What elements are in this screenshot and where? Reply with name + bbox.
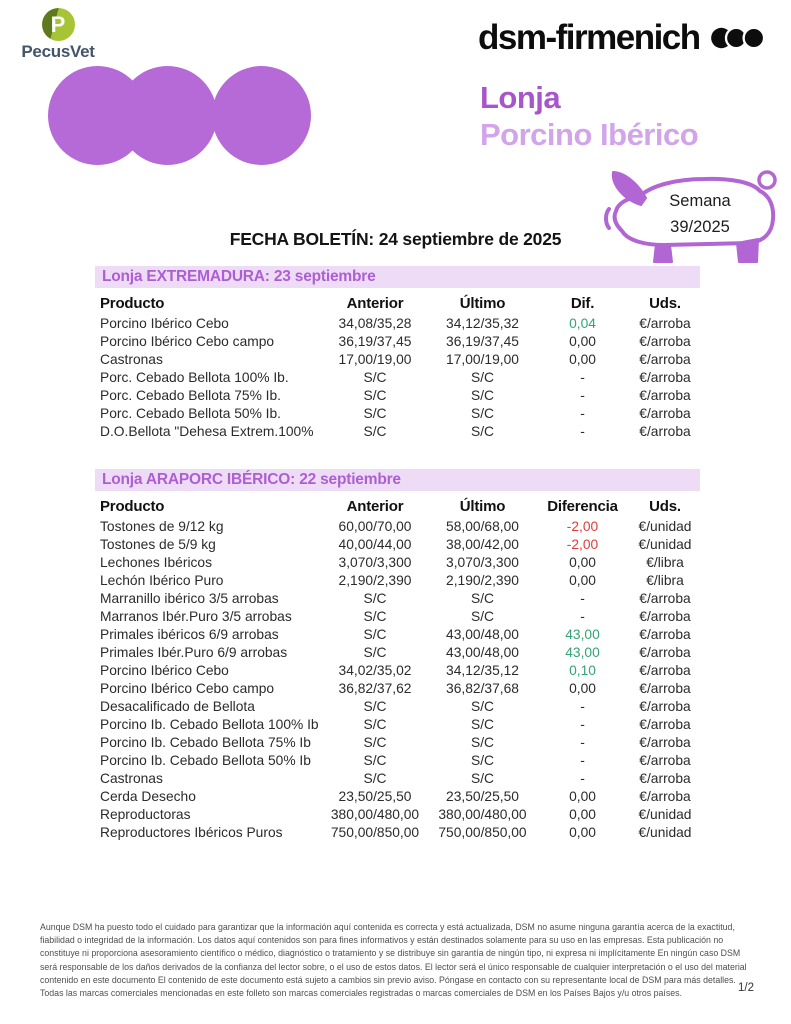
price-table — [95, 292, 700, 441]
cell-ultimo: S/C — [471, 735, 494, 750]
cell-dif: - — [580, 424, 585, 439]
cell-dif: 0,00 — [569, 807, 596, 822]
purple-circle-icon — [118, 66, 217, 165]
cell-ultimo: 380,00/480,00 — [438, 807, 527, 822]
cell-anterior: S/C — [363, 627, 387, 642]
cell-producto: Porcino Ib. Cebado Bellota 50% Ib — [100, 753, 311, 768]
cell-uds: €/arroba — [639, 352, 691, 367]
cell-ultimo: S/C — [471, 717, 494, 732]
cell-dif: - — [580, 591, 585, 606]
cell-ultimo: 34,12/35,12 — [446, 663, 519, 678]
week-label: Semana — [669, 192, 731, 210]
pecusvet-logo — [10, 8, 106, 62]
cell-dif: -2,00 — [566, 519, 599, 534]
cell-anterior: 60,00/70,00 — [338, 519, 412, 534]
cell-uds: €/arroba — [639, 771, 691, 786]
cell-producto: Porcino Ib. Cebado Bellota 100% Ib — [100, 717, 319, 732]
cell-producto: Porcino Ibérico Cebo — [100, 663, 229, 678]
cell-ultimo: S/C — [471, 591, 494, 606]
column-header: Último — [459, 295, 506, 312]
cell-ultimo: 2,190/2,390 — [446, 573, 519, 588]
cell-uds: €/unidad — [638, 807, 692, 822]
cell-dif: - — [580, 735, 585, 750]
cell-anterior: S/C — [363, 406, 387, 421]
cell-dif: - — [580, 717, 585, 732]
page-title-lonja: Lonja — [480, 80, 561, 115]
cell-ultimo: S/C — [471, 753, 494, 768]
cell-producto: Tostones de 9/12 kg — [100, 519, 224, 534]
cell-producto: Porcino Ibérico Cebo campo — [100, 681, 275, 696]
cell-uds: €/unidad — [638, 537, 692, 552]
cell-anterior: S/C — [363, 591, 387, 606]
cell-dif: - — [580, 771, 585, 786]
cell-anterior: 2,190/2,390 — [338, 573, 412, 588]
cell-uds: €/arroba — [639, 316, 691, 331]
cell-dif: 0,00 — [569, 789, 596, 804]
cell-dif: 0,00 — [569, 573, 596, 588]
section-title: Lonja EXTREMADURA: 23 septiembre — [95, 266, 700, 288]
cell-ultimo: 17,00/19,00 — [446, 352, 519, 367]
cell-uds: €/unidad — [638, 519, 692, 534]
cell-dif: 0,00 — [569, 681, 596, 696]
cell-dif: 0,04 — [569, 316, 596, 331]
cell-producto: Reproductoras — [100, 807, 191, 822]
cell-ultimo: S/C — [471, 388, 494, 403]
pecusvet-p-icon: P — [42, 8, 75, 41]
cell-anterior: 23,50/25,50 — [338, 789, 412, 804]
cell-uds: €/arroba — [639, 681, 691, 696]
cell-uds: €/arroba — [639, 388, 691, 403]
cell-ultimo: 43,00/48,00 — [446, 627, 519, 642]
column-header: Diferencia — [547, 498, 618, 515]
cell-producto: Lechón Ibérico Puro — [100, 573, 224, 588]
cell-producto: Marranillo ibérico 3/5 arrobas — [100, 591, 279, 606]
cell-uds: €/arroba — [639, 424, 691, 439]
cell-anterior: S/C — [363, 753, 387, 768]
cell-anterior: S/C — [363, 609, 387, 624]
cell-anterior: S/C — [363, 370, 387, 385]
pecusvet-logo-text: PecusVet — [21, 42, 95, 61]
cell-producto: Porcino Ib. Cebado Bellota 75% Ib — [100, 735, 311, 750]
cell-dif: - — [580, 699, 585, 714]
cell-uds: €/arroba — [639, 627, 691, 642]
pig-week-stamp — [600, 165, 790, 265]
cell-ultimo: 36,82/37,68 — [446, 681, 519, 696]
cell-uds: €/arroba — [639, 663, 691, 678]
cell-uds: €/arroba — [639, 699, 691, 714]
dsm-firmenich-wordmark: dsm-firmenich — [478, 18, 700, 57]
cell-ultimo: 3,070/3,300 — [446, 555, 519, 570]
dsm-three-dots-icon — [709, 25, 769, 51]
purple-circle-icon — [212, 66, 311, 165]
page-number: 1/2 — [738, 982, 754, 994]
cell-producto: Porcino Ibérico Cebo — [100, 316, 229, 331]
cell-dif: 43,00 — [565, 627, 600, 642]
cell-producto: Primales ibéricos 6/9 arrobas — [100, 627, 279, 642]
cell-uds: €/arroba — [639, 609, 691, 624]
cell-dif: 0,10 — [569, 663, 596, 678]
cell-dif: 0,00 — [569, 825, 596, 840]
cell-anterior: S/C — [363, 771, 387, 786]
cell-uds: €/arroba — [639, 645, 691, 660]
cell-producto: Castronas — [100, 352, 163, 367]
cell-anterior: 36,82/37,62 — [338, 681, 412, 696]
cell-anterior: S/C — [363, 388, 387, 403]
cell-anterior: S/C — [363, 699, 387, 714]
table-araporc-iberico — [95, 469, 700, 842]
column-header: Último — [459, 498, 506, 515]
cell-anterior: 3,070/3,300 — [338, 555, 412, 570]
cell-ultimo: S/C — [471, 406, 494, 421]
cell-dif: 0,00 — [569, 334, 596, 349]
cell-ultimo: S/C — [471, 699, 494, 714]
cell-producto: Marranos Ibér.Puro 3/5 arrobas — [100, 609, 292, 624]
cell-anterior: S/C — [363, 424, 387, 439]
cell-uds: €/arroba — [639, 406, 691, 421]
cell-dif: 0,00 — [569, 352, 596, 367]
cell-ultimo: S/C — [471, 771, 494, 786]
cell-producto: Porcino Ibérico Cebo campo — [100, 334, 275, 349]
column-header: Anterior — [346, 498, 404, 515]
cell-dif: - — [580, 406, 585, 421]
cell-ultimo: S/C — [471, 609, 494, 624]
column-header: Producto — [100, 295, 165, 312]
cell-dif: - — [580, 370, 585, 385]
bulletin-date: FECHA BOLETÍN: 24 septiembre de 2025 — [229, 229, 562, 249]
cell-uds: €/arroba — [639, 717, 691, 732]
cell-ultimo: 38,00/42,00 — [446, 537, 519, 552]
cell-producto: D.O.Bellota "Dehesa Extrem.100% — [100, 424, 314, 439]
cell-dif: 0,00 — [569, 555, 596, 570]
cell-anterior: S/C — [363, 717, 387, 732]
cell-dif: - — [580, 609, 585, 624]
cell-uds: €/arroba — [639, 334, 691, 349]
cell-uds: €/arroba — [639, 735, 691, 750]
cell-ultimo: 43,00/48,00 — [446, 645, 519, 660]
legal-disclaimer: Aunque DSM ha puesto todo el cuidado para garantizar que la información aquí contenida es correcta y está actualizada, DSM no asume ninguna garantía acerca de la exactitud, fiabilidad o integridad de la información. Los datos aquí contenidos son para fines informativos y están destinados solamente para su uso en las empresas. Esta publicación no constituye ni proporciona asesoramiento científico o médico, diagnóstico o tratamiento y se distribuye sin garantía de ningún tipo, ni expresa ni implícitamente En ningún caso DSM será responsable de los daños derivados de la confianza del lector sobre, o el uso de estos datos. El lector será el único responsable de cualquier interpretación o el uso del material contenido en este documento El contenido de este documento está sujeto a cambios sin previo aviso. Póngase en contacto con su representante local de DSM para más detalles. Todas las marcas comerciales mencionadas en este folleto son marcas comerciales registradas o marcas comerciales de DSM en los Países Bajos y/u otros países. — [40, 922, 747, 998]
cell-uds: €/unidad — [638, 825, 692, 840]
cell-ultimo: 36,19/37,45 — [446, 334, 519, 349]
cell-uds: €/arroba — [639, 591, 691, 606]
cell-dif: 43,00 — [565, 645, 600, 660]
column-header: Uds. — [649, 295, 681, 312]
cell-producto: Porc. Cebado Bellota 100% Ib. — [100, 370, 289, 385]
cell-producto: Desacalificado de Bellota — [100, 699, 255, 714]
cell-dif: -2,00 — [566, 537, 599, 552]
column-header: Producto — [100, 498, 165, 515]
cell-producto: Porc. Cebado Bellota 75% Ib. — [100, 388, 282, 403]
cell-anterior: 34,02/35,02 — [338, 663, 412, 678]
cell-anterior: 750,00/850,00 — [330, 825, 420, 840]
cell-uds: €/arroba — [639, 370, 691, 385]
cell-producto: Cerda Desecho — [100, 789, 196, 804]
cell-producto: Reproductores Ibéricos Puros — [100, 825, 283, 840]
page-subtitle-porcino-iberico: Porcino Ibérico — [480, 117, 699, 152]
dsm-firmenich-logo — [478, 18, 769, 58]
cell-producto: Porc. Cebado Bellota 50% Ib. — [100, 406, 282, 421]
cell-anterior: 40,00/44,00 — [338, 537, 412, 552]
cell-producto: Lechones Ibéricos — [100, 555, 212, 570]
cell-uds: €/arroba — [639, 753, 691, 768]
cell-producto: Primales Ibér.Puro 6/9 arrobas — [100, 645, 288, 660]
cell-anterior: S/C — [363, 735, 387, 750]
cell-ultimo: 58,00/68,00 — [446, 519, 519, 534]
cell-anterior: 17,00/19,00 — [338, 352, 412, 367]
cell-uds: €/libra — [646, 555, 684, 570]
table-extremadura — [95, 266, 700, 441]
cell-anterior: 36,19/37,45 — [338, 334, 412, 349]
column-header: Uds. — [649, 498, 681, 515]
price-table — [95, 495, 700, 842]
column-header: Anterior — [346, 295, 404, 312]
cell-dif: - — [580, 388, 585, 403]
cell-producto: Tostones de 5/9 kg — [100, 537, 216, 552]
section-title: Lonja ARAPORC IBÉRICO: 22 septiembre — [95, 469, 700, 491]
week-number: 39/2025 — [670, 217, 730, 236]
cell-producto: Castronas — [100, 771, 163, 786]
cell-uds: €/libra — [646, 573, 684, 588]
cell-uds: €/arroba — [639, 789, 691, 804]
cell-anterior: S/C — [363, 645, 387, 660]
column-header: Dif. — [570, 295, 595, 312]
cell-anterior: 34,08/35,28 — [338, 316, 412, 331]
cell-ultimo: S/C — [471, 424, 494, 439]
cell-anterior: 380,00/480,00 — [330, 807, 420, 822]
cell-ultimo: S/C — [471, 370, 494, 385]
cell-dif: - — [580, 753, 585, 768]
cell-ultimo: 34,12/35,32 — [446, 316, 519, 331]
cell-ultimo: 750,00/850,00 — [438, 825, 527, 840]
cell-ultimo: 23,50/25,50 — [446, 789, 519, 804]
